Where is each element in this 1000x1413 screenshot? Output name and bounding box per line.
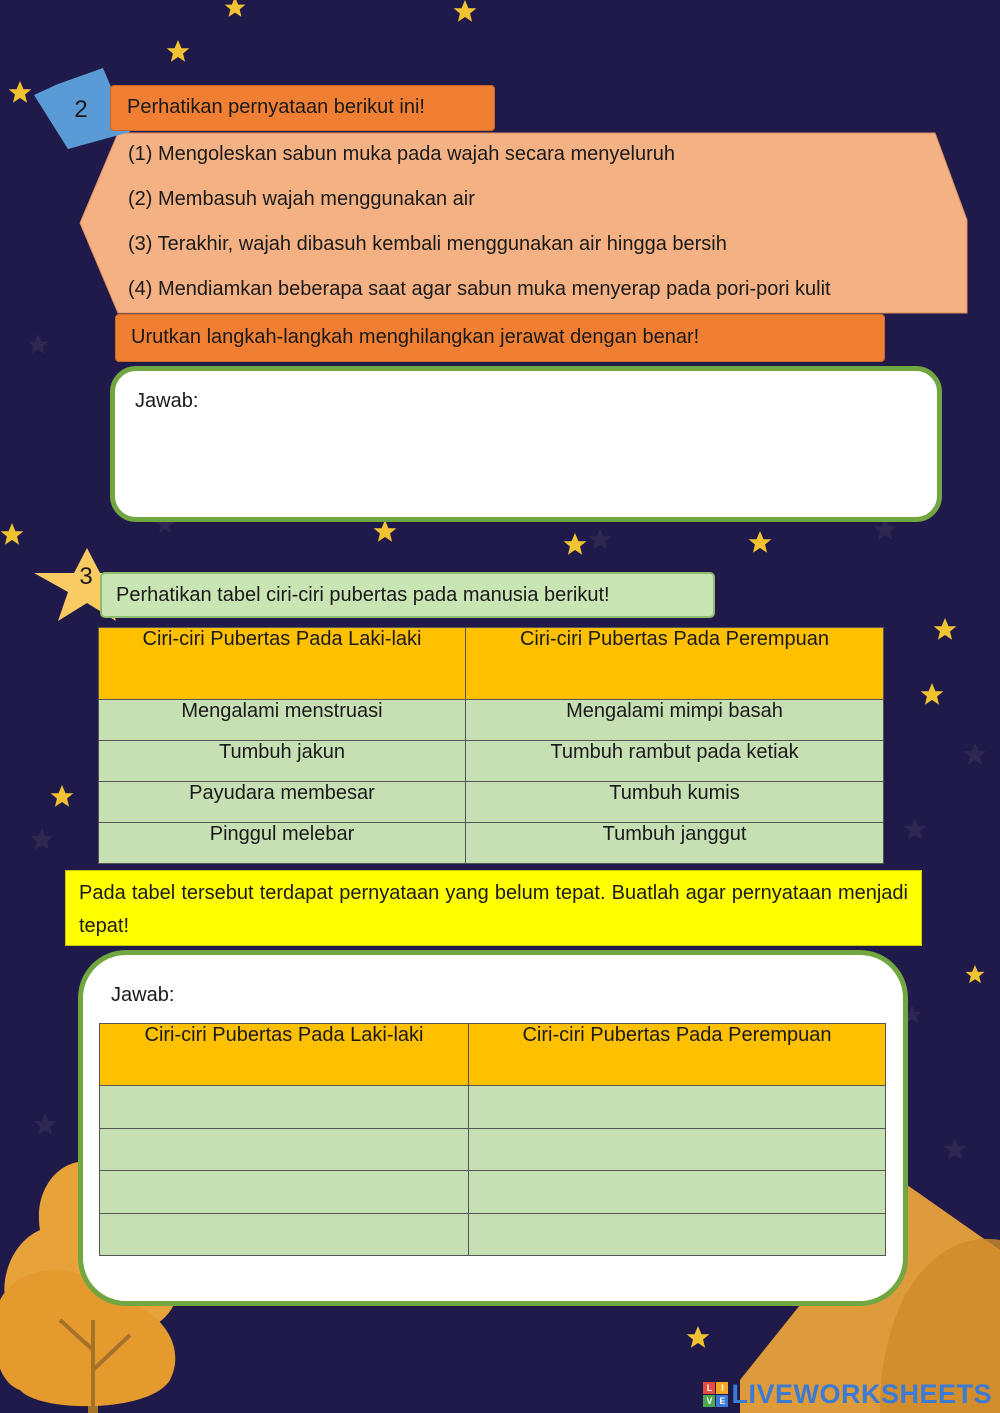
answer-cell-input[interactable] <box>100 1214 472 1258</box>
q3-number: 3 <box>79 563 93 590</box>
table-cell: Tumbuh jakun <box>99 741 466 782</box>
answer-cell-input[interactable] <box>100 1171 472 1215</box>
table-row <box>99 823 884 864</box>
logo-mark-icon: L I V E <box>703 1382 728 1407</box>
liveworksheets-logo[interactable] <box>703 1379 992 1409</box>
q3-instruction: Pada tabel tersebut terdapat pernyataan yang belum tepat. Buatlah agar pernyataan menjadi tepat! <box>65 870 922 946</box>
table-cell: Tumbuh rambut pada ketiak <box>466 741 884 782</box>
column-header-male: Ciri-ciri Pubertas Pada Laki-laki <box>99 628 466 700</box>
answer-cell <box>100 1128 469 1171</box>
q2-header: Perhatikan pernyataan berikut ini! <box>110 85 495 131</box>
table-row <box>99 782 884 823</box>
table-row <box>99 741 884 782</box>
puberty-table <box>98 627 884 864</box>
answer-cell-input[interactable] <box>100 1086 472 1130</box>
answer-cell <box>469 1086 886 1129</box>
answer-column-header-female: Ciri-ciri Pubertas Pada Perempuan <box>469 1024 886 1086</box>
q2-instruction: Urutkan langkah-langkah menghilangkan jerawat dengan benar! <box>115 314 885 362</box>
statement-item: (4) Mendiamkan beberapa saat agar sabun muka menyerap pada pori-pori kulit <box>128 278 831 300</box>
answer-cell <box>100 1213 469 1256</box>
answer-cell <box>469 1128 886 1171</box>
statement-item: (2) Membasuh wajah menggunakan air <box>128 188 475 210</box>
table-cell: Mengalami mimpi basah <box>466 700 884 741</box>
q2-answer-input[interactable] <box>135 421 919 510</box>
statement-item: (3) Terakhir, wajah dibasuh kembali menggunakan air hingga bersih <box>128 233 727 255</box>
logo-text: LIVEWORKSHEETS <box>731 1378 992 1409</box>
answer-cell <box>100 1086 469 1129</box>
q2-answer-label: Jawab: <box>135 390 199 412</box>
answer-column-header-male: Ciri-ciri Pubertas Pada Laki-laki <box>100 1024 469 1086</box>
q2-number: 2 <box>74 96 88 123</box>
answer-cell <box>469 1171 886 1214</box>
answer-cell-input[interactable] <box>100 1129 472 1173</box>
column-header-female: Ciri-ciri Pubertas Pada Perempuan <box>466 628 884 700</box>
table-cell: Mengalami menstruasi <box>99 700 466 741</box>
answer-cell-input[interactable] <box>469 1214 889 1258</box>
answer-cell <box>469 1213 886 1256</box>
table-row <box>99 700 884 741</box>
answer-cell <box>100 1171 469 1214</box>
table-cell: Pinggul melebar <box>99 823 466 864</box>
table-cell: Payudara membesar <box>99 782 466 823</box>
table-row <box>100 1128 886 1171</box>
table-row <box>100 1213 886 1256</box>
answer-cell-input[interactable] <box>469 1171 889 1215</box>
table-cell: Tumbuh kumis <box>466 782 884 823</box>
answer-table <box>99 1023 886 1256</box>
table-cell: Tumbuh janggut <box>466 823 884 864</box>
q2-answer-box <box>110 366 942 522</box>
q3-answer-label: Jawab: <box>111 984 175 1006</box>
table-row <box>100 1086 886 1129</box>
q3-header: Perhatikan tabel ciri-ciri pubertas pada manusia berikut! <box>100 572 715 618</box>
answer-cell-input[interactable] <box>469 1086 889 1130</box>
q2-statement-list <box>128 140 968 320</box>
table-row <box>100 1171 886 1214</box>
answer-cell-input[interactable] <box>469 1129 889 1173</box>
statement-item: (1) Mengoleskan sabun muka pada wajah secara menyeluruh <box>128 143 675 165</box>
